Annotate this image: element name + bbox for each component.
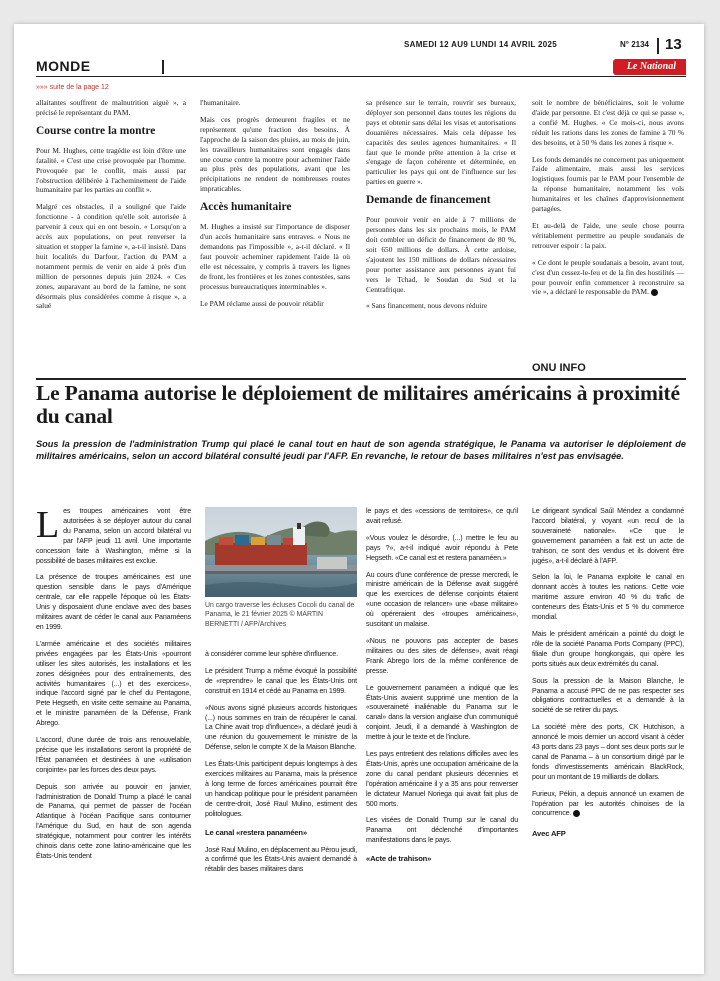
paragraph <box>532 221 684 251</box>
main-headline: Le Panama autorise le déploiement de militaires américains à proximité du canal <box>36 381 680 428</box>
end-of-article-icon <box>573 810 580 817</box>
source-credit: ONU INFO <box>532 362 586 374</box>
paragraph-text: Et au-delà de l'aide, une seule chose pourra véritablement permettre au peuple soudanais de retrouver espoir : la paix. <box>532 220 684 250</box>
paragraph <box>200 222 350 291</box>
paragraph-text: Le président Trump a même évoqué la possibilité de «reprendre» le canal que les États-Unis ont construit en 1914 et cédé au Panama en 1999. <box>205 666 357 695</box>
paragraph <box>532 630 684 670</box>
paragraph <box>200 115 350 194</box>
paragraph-text: « Sans financement, nous devons réduire <box>366 301 488 311</box>
paragraph-text: Pour M. Hughes, cette tragédie est loin d'être une fatalité. « C'est une crise provoquée par l'homme. Provoquée par le conflit, mais aussi par l'obstruction délibérée à l'acheminement de l'aide humanitaire par les parties au conflit ». <box>36 145 186 195</box>
paragraph <box>532 507 684 566</box>
paragraph-text: Mais ces progrès demeurent fragiles et ne représentent qu'une fraction des besoins. À l'approche de la saison des pluies, au mois de juin, les travailleurs humanitaires sont engagés dans une course contre la montre pour acheminer l'aide au plus près des populations, avant que les précipitations ne rendent de nombreuses routes impraticables. <box>200 114 350 194</box>
subheading: Demande de financement <box>366 194 491 207</box>
paragraph <box>532 258 684 298</box>
main-article-column-4 <box>532 507 684 839</box>
issue-date: SAMEDI 12 AU9 LUNDI 14 AVRIL 2025 <box>404 40 558 49</box>
paragraph <box>205 846 357 876</box>
paragraph <box>36 202 186 311</box>
continued-from: »»» suite de la page 12 <box>36 84 109 91</box>
drop-cap: L <box>36 504 60 546</box>
paragraph-text: Les pays entretient des relations difficiles avec les États-Unis, après une occupation américaine de la zone du canal pendant plusieurs décennies et l'opération américaine il y a 35 ans pour renverser le dictateur Manuel Noriega qui avait fait plus de 500 morts. <box>366 750 518 808</box>
paragraph-text: Pour pouvoir venir en aide à 7 millions de personnes dans les six prochains mois, le PAM doit combler un déficit de financement de 80 %, soit 650 millions de dollars. À cette ardoise, s'ajoutent les 150 millions de dollars nécessaires pour porter assistance aux personnes ayant fui vers le Tchad, le Soudan du Sud et la Centrafrique. <box>366 215 516 294</box>
paragraph <box>36 504 191 566</box>
section-bar <box>162 60 164 74</box>
paragraph <box>366 98 516 187</box>
paragraph <box>366 301 516 311</box>
paragraph-text: Mais le président américain a pointé du doigt le rôle de la société Panama Ports Company (PPC), filiale d'un groupe hongkongais, qui opère les ports situés aux deux extrémités du canal. <box>532 629 684 668</box>
paragraph <box>200 299 350 309</box>
photo-caption: Un cargo traverse les écluses Cocoli du canal de Panama, le 21 février 2025 © MARTIN BERNETTI / AFP/Archives <box>205 602 355 628</box>
paragraph <box>532 573 684 623</box>
paragraph-text: «Nous avons signé plusieurs accords historiques (...) nous sommes en train de récupérer le canal. La Chine avait trop d'influence», a déclaré jeudi à une réunion du gouvernement le ministre de la Défense, selon le compte X de la Maison Blanche. <box>205 703 357 752</box>
paragraph-text: soit le nombre de bénéficiaires, soit le volume d'aide par personne. Et c'est déjà ce qui se passe », a confié M. Hughes. « Ce mois-ci, nous avons réduit les rations dans les zones de famine à 70 % des besoins, et à 50 % dans les zones à risque ». <box>532 98 684 147</box>
newspaper-page <box>14 24 704 974</box>
paragraph-text: La présence de troupes américaines est une question sensible dans le pays d'Amérique centrale, car elle rappelle l'époque où les États-Unis y disposaient d'une enclave avec des bases militaires avant de céder le canal aux Panaméens en 1999. <box>36 573 191 631</box>
subheading: «Acte de trahison» <box>366 854 432 864</box>
subheading: Accès humanitaire <box>200 201 292 214</box>
brand-badge: Le National <box>613 59 686 75</box>
paragraph-text: José Raul Mulino, en déplacement au Pérou jeudi, a confirmé que les États-Unis avaient demandé à rétablir des bases militaires dans <box>205 845 357 874</box>
paragraph <box>36 783 191 862</box>
main-article-column-1 <box>36 504 191 869</box>
paragraph <box>205 667 357 697</box>
paragraph-text: « Ce dont le peuple soudanais a besoin, avant tout, c'est d'un cessez-le-feu et de la fin des hostilités — pour pouvoir enfin commencer à reconstruire sa vie », a déclaré le responsable du PAM. <box>532 257 684 297</box>
paragraph <box>532 98 684 148</box>
paragraph <box>366 684 518 743</box>
top-article-column-3 <box>366 98 516 318</box>
paragraph-text: sa présence sur le terrain, rouvrir ses bureaux, déployer son personnel dans toutes les régions du pays et obtenir sans délai les visas et autorisations douanières nécessaires. Mais cela dépasse les capacités des seules agences humanitaires. « Il faut que le monde prête attention à la crise et s'engage de façon cohérente et déterminée, en particulier les pays qui ont de l'influence sur les parties en guerre ». <box>366 98 516 187</box>
paragraph-text: à considérer comme leur sphère d'influence. <box>205 650 338 658</box>
section-title: MONDE <box>36 58 91 74</box>
paragraph-text: L'armée américaine et des sociétés militaires privées engagées par les États-Unis «pourront utiliser les sites autorisés, les installations et les zones désignées pour des entraînements, des activités humanitaires (...) et des exercices», indique l'accord signé par le chef du Pentagone, Pete Hegseth, en visite cette semaine au Panama, et le ministre panaméen de la Défense, Frank Abrego. <box>36 639 191 728</box>
paragraph-text: «Nous ne pouvons pas accepter de bases militaires ou des sites de défense», avait réagi Frank Abrego lors de la même conférence de presse. <box>366 636 518 675</box>
paragraph <box>366 637 518 677</box>
paragraph <box>366 215 516 294</box>
main-article-column-2 <box>205 650 357 882</box>
paragraph <box>205 704 357 754</box>
end-of-article-icon <box>651 289 658 296</box>
paragraph-text: es troupes américaines vont être autorisées à se déployer autour du canal du Panama, selon un accord bilatéral vu par l'AFP jeudi 11 avril. Une importante concession faite à Washington, même si la possibilité de bases militaires est exclue. <box>36 507 191 565</box>
paragraph <box>205 760 357 819</box>
paragraph <box>366 507 518 527</box>
paragraph <box>366 750 518 809</box>
paragraph-text: le pays et des «cessions de territoires», ce qu'il avait refusé. <box>366 507 518 525</box>
subheading: Le canal «restera panaméen» <box>205 827 307 837</box>
subheading: Course contre la montre <box>36 124 156 137</box>
paragraph-text: La société mère des ports, CK Hutchison, a annoncé le mois dernier un accord visant à céder 43 ports dans 23 pays – dont ses deux ports sur le canal de Panama – à un consortium dirigé par le fonds d'investissements américain BlackRock, pour un montant de 19 milliards de dollars. <box>532 723 684 781</box>
paragraph-text: Depuis son arrivée au pouvoir en janvier, l'administration de Donald Trump a placé le canal de Panama, qui permet de passer de l'océan Atlantique à l'océan Pacifique sans contourner l'Amérique du Sud, en haut de son agenda stratégique, notamment pour contrer les intérêts chinois dans cette zone latino-américaine que les États-Unis tendent <box>36 782 191 860</box>
paragraph-text: allaitantes souffrent de malnutrition aiguë », a précisé le représentant du PAM. <box>36 98 186 117</box>
main-lede: Sous la pression de l'administration Trump qui placé le canal tout en haut de son agenda stratégique, le Panama va autoriser le déploiement de militaires américains, selon un accord bilatéral consulté jeudi par l'AFP. En revanche, le retour de bases militaires n'est pas envisagée. <box>36 439 686 461</box>
paragraph-text: Les fonds demandés ne concernent pas uniquement l'aide alimentaire, mais aussi les services logistiques fournis par le PAM pour l'ensemble de la réponse humanitaire, notamment les vols humanitaires et les chaînes d'approvisionnement partagées. <box>532 154 684 214</box>
paragraph-text: Furieux, Pékin, a depuis annoncé un examen de l'opération par les autorités chinoises de la concurrence. <box>532 789 684 818</box>
paragraph-text: l'humanitaire. <box>200 98 241 107</box>
paragraph <box>532 155 684 214</box>
section-rubric <box>36 58 686 77</box>
paragraph-text: Le PAM réclame aussi de pouvoir rétablir <box>200 298 324 308</box>
paragraph-text: M. Hughes a insisté sur l'importance de disposer d'un accès humanitaire sans entraves. « Nous ne demandons pas l'impossible », a-t-il déclaré. « Il faut pouvoir acheminer rapidement l'aide là où elle est nécessaire, y compris à travers les lignes de front, les frontières et les zones contestées, sans processus bureaucratiques interminables ». <box>200 222 350 291</box>
canal-ship-photo <box>205 507 357 597</box>
paragraph-text: Selon la loi, le Panama exploite le canal en donnant accès à toutes les nations. Cette voie maritime assure environ 40 % du trafic de conteneurs des États-Unis et 5 % du commerce mondial. <box>532 573 684 622</box>
issue-number: N° 2134 <box>620 40 649 49</box>
paragraph <box>36 736 191 776</box>
paragraph <box>366 534 518 564</box>
top-article-column-1 <box>36 98 186 318</box>
paragraph-text: Le gouvernement panaméen a indiqué que les États-Unis avaient supprimé une mention de la «souveraineté inaliénable du Panama sur le canal» dans la version anglaise d'un communiqué conjoint. Jeudi, il a demandé à Washington de mettre à jour le texte et de l'inclure. <box>366 683 518 742</box>
paragraph-text: L'accord, d'une durée de trois ans renouvelable, précise que les installations seront la propriété de l'État panaméen et destinées à une «utilisation conjointe» par les forces des deux pays. <box>36 736 191 774</box>
paragraph <box>200 98 350 108</box>
paragraph <box>366 816 518 846</box>
paragraph <box>532 677 684 717</box>
article-photo <box>205 507 357 597</box>
main-article-column-3 <box>366 507 518 872</box>
paragraph <box>36 146 186 196</box>
paragraph <box>532 790 684 820</box>
paragraph <box>532 723 684 782</box>
page-header <box>14 36 704 60</box>
paragraph-text: Le dirigeant syndical Saúl Méndez a condamné l'accord bilatéral, y voyant «un recul de la souveraineté nationale». «Ce que le gouvernement panaméen a fait est un acte de trahison, ce sont des vendus et ils doivent être jugés», a-t-il déclaré à l'AFP. <box>532 507 684 565</box>
paragraph-text: Malgré ces obstacles, il a souligné que l'aide fonctionne - à condition qu'elle soit autorisée à parvenir à ceux qui en ont besoin. « Lorsqu'on a accès aux populations, on peut renverser la situation et stopper la famine », a-t-il insisté. Dans huit localités du Darfour, l'action du PAM a notamment permis de venir en aide à près d'un million de personnes depuis juin 2024. « Ces zones, auparavant au bord de la famine, ne sont désormais plus considérées comme à risque », a salué <box>36 202 186 311</box>
paragraph <box>36 98 186 118</box>
paragraph-text: Sous la pression de la Maison Blanche, le Panama a accusé PPC de ne pas respecter ses obligations contractuelles et a demandé à la société de se retirer du pays. <box>532 676 684 715</box>
paragraph-text: Les États-Unis participent depuis longtemps à des exercices militaires au Panama, mais la présence à long terme de forces américaines pourrait être un handicap politique pour le président panaméen de centre-droit, José Raul Mulino, estiment des politologues. <box>205 760 357 818</box>
paragraph-text: «Vous voulez le désordre, (...) mettre le feu au pays ?», a-t-il indiqué avoir répondu à Pete Hegseth. «Ce canal est et restera panaméen.» <box>366 533 518 562</box>
paragraph <box>205 650 357 660</box>
paragraph <box>36 640 191 729</box>
paragraph <box>366 571 518 630</box>
paragraph <box>36 573 191 632</box>
paragraph-text: Les visées de Donald Trump sur le canal du Panama ont déclenché d'importantes manifestations dans le pays. <box>366 816 518 845</box>
top-article-column-4 <box>532 98 684 304</box>
article-divider <box>36 378 686 380</box>
page-number: 13 <box>665 36 682 53</box>
header-divider <box>657 38 659 54</box>
top-article-column-2 <box>200 98 350 315</box>
paragraph-text: Au cours d'une conférence de presse mercredi, le ministre américain de la Défense avait suggéré que les exercices de défense conjoints étaient «une occasion de relancer» une «base militaire» où opéreraient des «troupes américaines», suscitant un malaise. <box>366 570 518 629</box>
article-signature: Avec AFP <box>532 829 566 839</box>
